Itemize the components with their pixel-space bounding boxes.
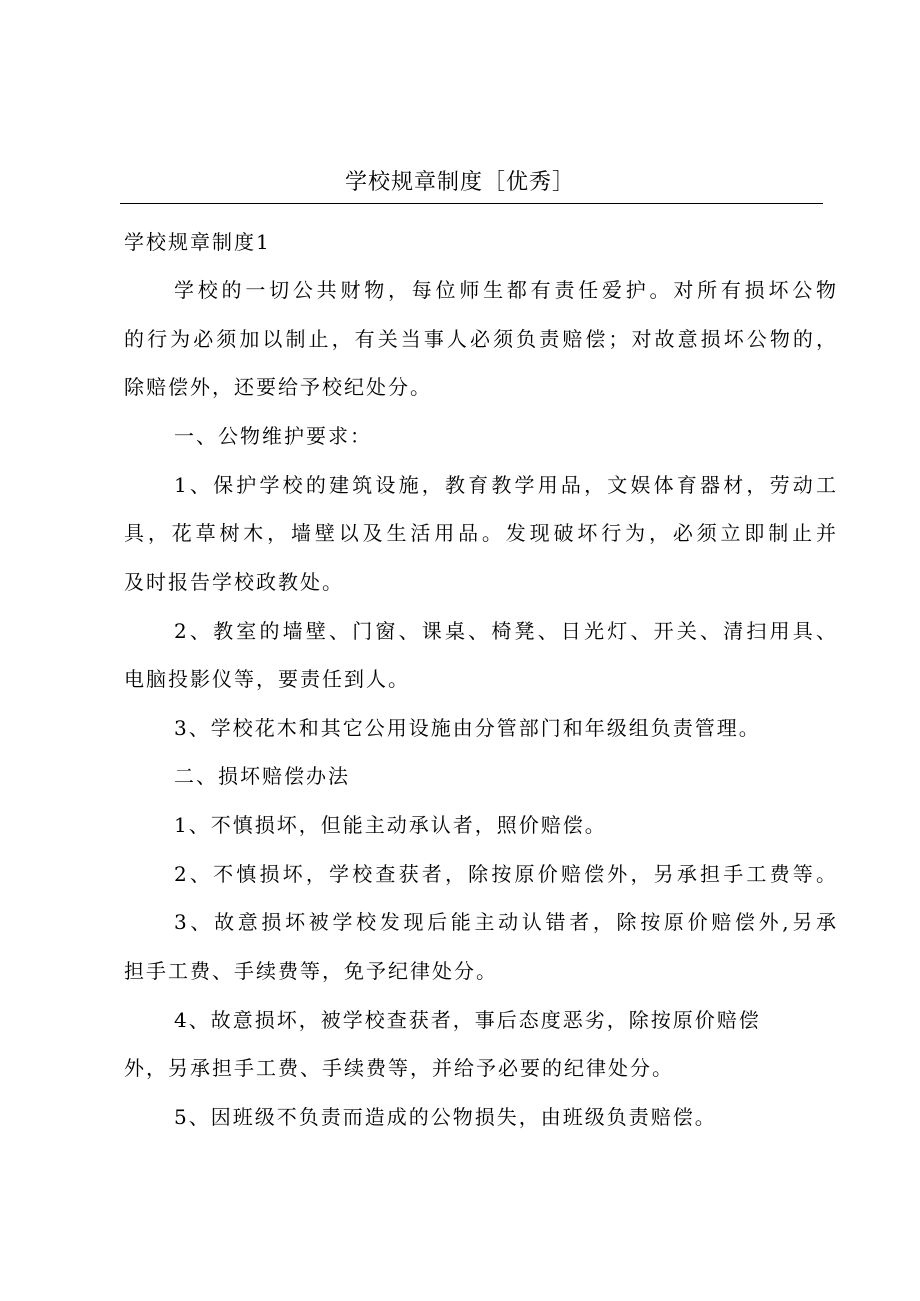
subheading-maintenance: 一、公物维护要求： xyxy=(174,424,372,448)
paragraph-line: 3、学校花木和其它公用设施由分管部门和年级组负责管理。 xyxy=(174,716,761,740)
paragraph-line: 外，另承担手工费、手续费等，并给予必要的纪律处分。 xyxy=(124,1056,674,1080)
title-underline xyxy=(120,203,823,204)
paragraph-line: 1、不慎损坏，但能主动承认者，照价赔偿。 xyxy=(174,813,607,837)
paragraph-line: 担手工费、手续费等，免予纪律处分。 xyxy=(124,959,498,983)
paragraph-line: 具，花草树木，墙壁以及生活用品。发现破坏行为，必须立即制止并 xyxy=(124,521,836,545)
document-title: 学校规章制度［优秀］ xyxy=(344,170,575,195)
paragraph-line: 除赔偿外，还要给予校纪处分。 xyxy=(124,375,432,399)
section-heading: 学校规章制度1 xyxy=(124,230,271,254)
paragraph-line: 2、教室的墙壁、门窗、课桌、椅凳、日光灯、开关、清扫用具、 xyxy=(174,619,836,643)
paragraph-line: 2、不慎损坏，学校查获者，除按原价赔偿外，另承担手工费等。 xyxy=(174,862,836,886)
paragraph-line: 的行为必须加以制止，有关当事人必须负责赔偿；对故意损坏公物的， xyxy=(124,327,836,351)
paragraph-line: 电脑投影仪等，要责任到人。 xyxy=(124,667,410,691)
paragraph-line: 1、保护学校的建筑设施，教育教学用品，文娱体育器材，劳动工 xyxy=(174,473,836,497)
paragraph-line: 及时报告学校政教处。 xyxy=(124,570,344,594)
paragraph-line: 4、故意损坏，被学校查获者，事后态度恶劣，除按原价赔偿 xyxy=(174,1008,761,1032)
paragraph-line: 5、因班级不负责而造成的公物损失，由班级负责赔偿。 xyxy=(174,1105,717,1129)
paragraph-line: 学校的一切公共财物，每位师生都有责任爱护。对所有损坏公物 xyxy=(174,278,836,302)
subheading-compensation: 二、损坏赔偿办法 xyxy=(174,764,350,788)
paragraph-line: 3、故意损坏被学校发现后能主动认错者，除按原价赔偿外,另承 xyxy=(174,910,836,934)
